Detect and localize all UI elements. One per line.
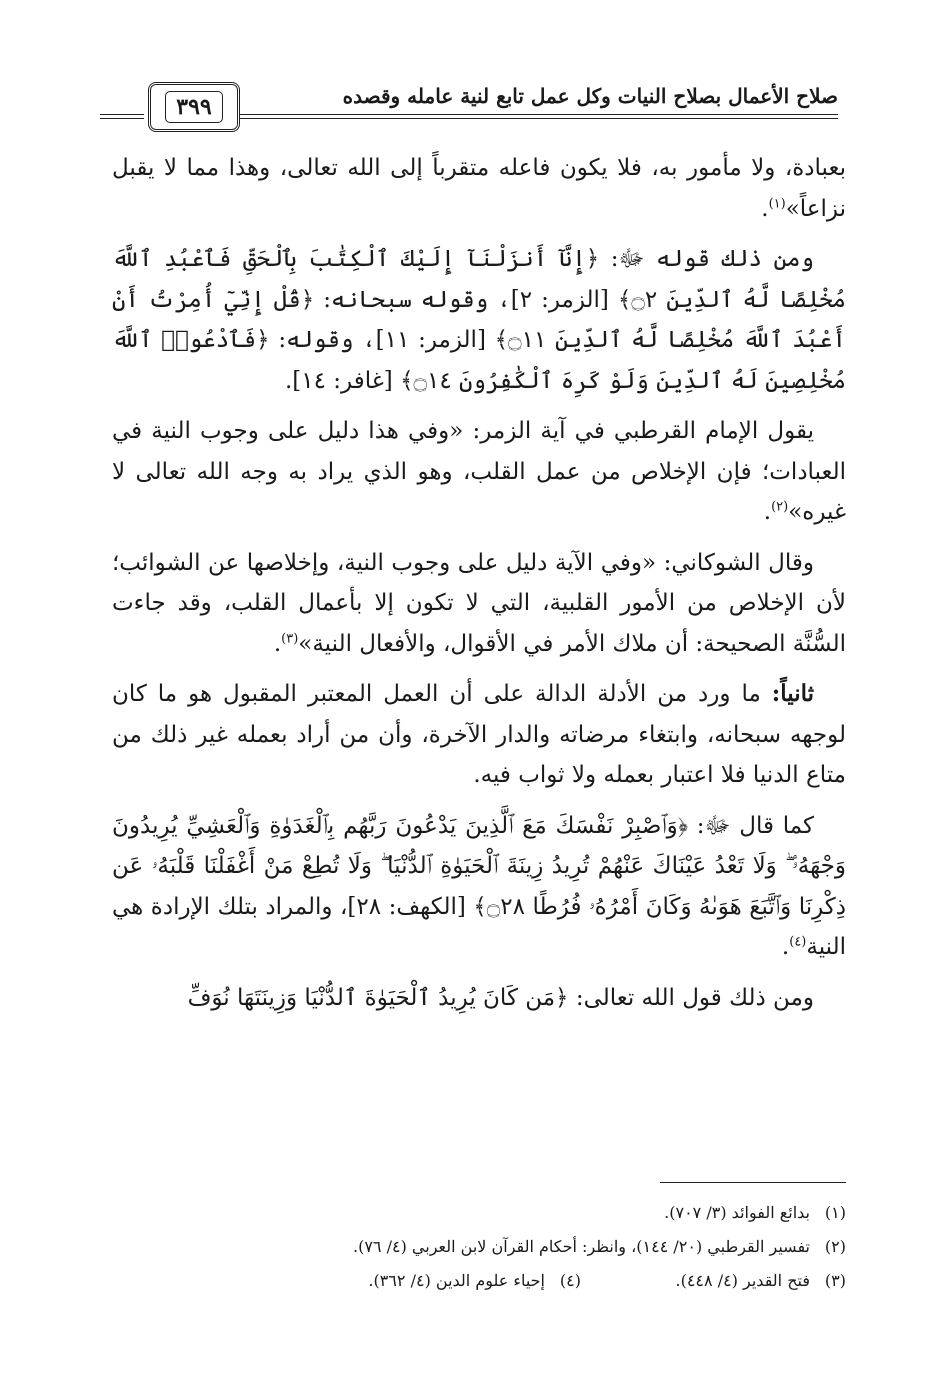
paragraph-5: ثانياً: ما ورد من الأدلة الدالة على أن العمل المعتبر المقبول هو ما كان لوجهه سبحانه، وابتغاء مرضاته والدار الآخرة، وأن من أراد بعمله غير ذلك من متاع الدنيا فلا اعتبار بعمله ولا ثواب فيه. bbox=[112, 680, 846, 788]
paragraph-7: ومن ذلك قول الله تعالى: ﴿مَن كَانَ يُرِيدُ ٱلْحَيَوٰةَ ٱلدُّنْيَا وَزِينَتَهَا نُوَفِّ bbox=[187, 984, 814, 1011]
page-header bbox=[100, 70, 838, 130]
footnote-ref: (٢) bbox=[771, 499, 789, 515]
page-number: ٣٩٩ bbox=[165, 91, 222, 123]
footnote-rule bbox=[660, 1182, 846, 1183]
footnote-2: (٢)تفسير القرطبي (٢٠/ ١٤٤)، وانظر: أحكام القرآن لابن العربي (٤/ ٧٦). bbox=[352, 1237, 846, 1256]
header-rule bbox=[240, 114, 838, 119]
footnote-4: (٤)إحياء علوم الدين (٤/ ٣٦٢). bbox=[368, 1271, 581, 1290]
paragraph-3: يقول الإمام القرطبي في آية الزمر: «وفي هذا دليل على وجوب النية في العبادات؛ فإن الإخلاص من عمل القلب، وهو الذي يراد به وجه الله تعالى لا غيره»$^{(٢)}$. bbox=[112, 418, 846, 525]
paragraph-1: بعبادة، ولا مأمور به، فلا يكون فاعله متقرباً إلى الله تعالى، وهذا مما لا يقبل نزاعاً»$^{(١)}$. bbox=[112, 155, 846, 222]
footnotes bbox=[112, 1196, 846, 1298]
running-title: صلاح الأعمال بصلاح النيات وكل عمل تابع لنية عامله وقصده bbox=[342, 84, 838, 108]
header-rule-left bbox=[100, 114, 144, 119]
main-text bbox=[112, 148, 846, 1028]
footnote-3-4 bbox=[112, 1264, 846, 1298]
footnote-1: (١)بدائع الفوائد (٣/ ٧٠٧). bbox=[664, 1203, 846, 1222]
paragraph-2: ومن ذلك قوله ﷻ: ﴿إِنَّآ أَنزَلْنَآ إِلَيْكَ ٱلْكِتَٰبَ بِٱلْحَقِّ فَٱعْبُدِ ٱللَّهَ مُخْلِصًا لَّهُ ٱلدِّينَ ۝٢﴾ [الزمر: ٢]، وقوله سبحانه: ﴿قُلْ إِنِّيٓ أُمِرْتُ أَنْ أَعْبُدَ ٱللَّهَ مُخْلِصًا لَّهُ ٱلدِّينَ ۝١١﴾ [الزمر: ١١]، وقوله: ﴿فَٱدْعُوا۟ ٱللَّهَ مُخْلِصِينَ لَهُ ٱلدِّينَ وَلَوْ كَرِهَ ٱلْكَٰفِرُونَ ۝١٤﴾ [غافر: ١٤]. bbox=[112, 246, 847, 394]
footnote-ref: (١) bbox=[768, 195, 786, 211]
page-number-box bbox=[148, 82, 240, 132]
footnote-ref: (٤) bbox=[789, 934, 807, 950]
footnote-3: (٣)فتح القدير (٤/ ٤٤٨). bbox=[675, 1271, 846, 1290]
footnote-ref: (٣) bbox=[281, 630, 299, 646]
paragraph-6: كما قال ﷻ: ﴿وَٱصْبِرْ نَفْسَكَ مَعَ ٱلَّذِينَ يَدْعُونَ رَبَّهُم بِٱلْغَدَوٰةِ وَٱلْعَشِيِّ يُرِيدُونَ وَجْهَهُۥ ۖ وَلَا تَعْدُ عَيْنَاكَ عَنْهُمْ تُرِيدُ زِينَةَ ٱلْحَيَوٰةِ ٱلدُّنْيَا ۖ وَلَا تُطِعْ مَنْ أَغْفَلْنَا قَلْبَهُۥ عَن ذِكْرِنَا وَٱتَّبَعَ هَوَىٰهُ وَكَانَ أَمْرُهُۥ فُرُطًا ۝٢٨﴾ [الكهف: ٢٨]، والمراد بتلك الإرادة هي النية$^{(٤)}$. bbox=[112, 812, 846, 960]
paragraph-4: وقال الشوكاني: «وفي الآية دليل على وجوب النية، وإخلاصها عن الشوائب؛ لأن الإخلاص من الأمور القلبية، التي لا تكون إلا بأعمال القلب، وقد جاءت السُّنَّة الصحيحة: أن ملاك الأمر في الأقوال، والأفعال النية»$^{(٣)}$. bbox=[112, 549, 846, 657]
lead-word: ثانياً: bbox=[771, 680, 815, 707]
